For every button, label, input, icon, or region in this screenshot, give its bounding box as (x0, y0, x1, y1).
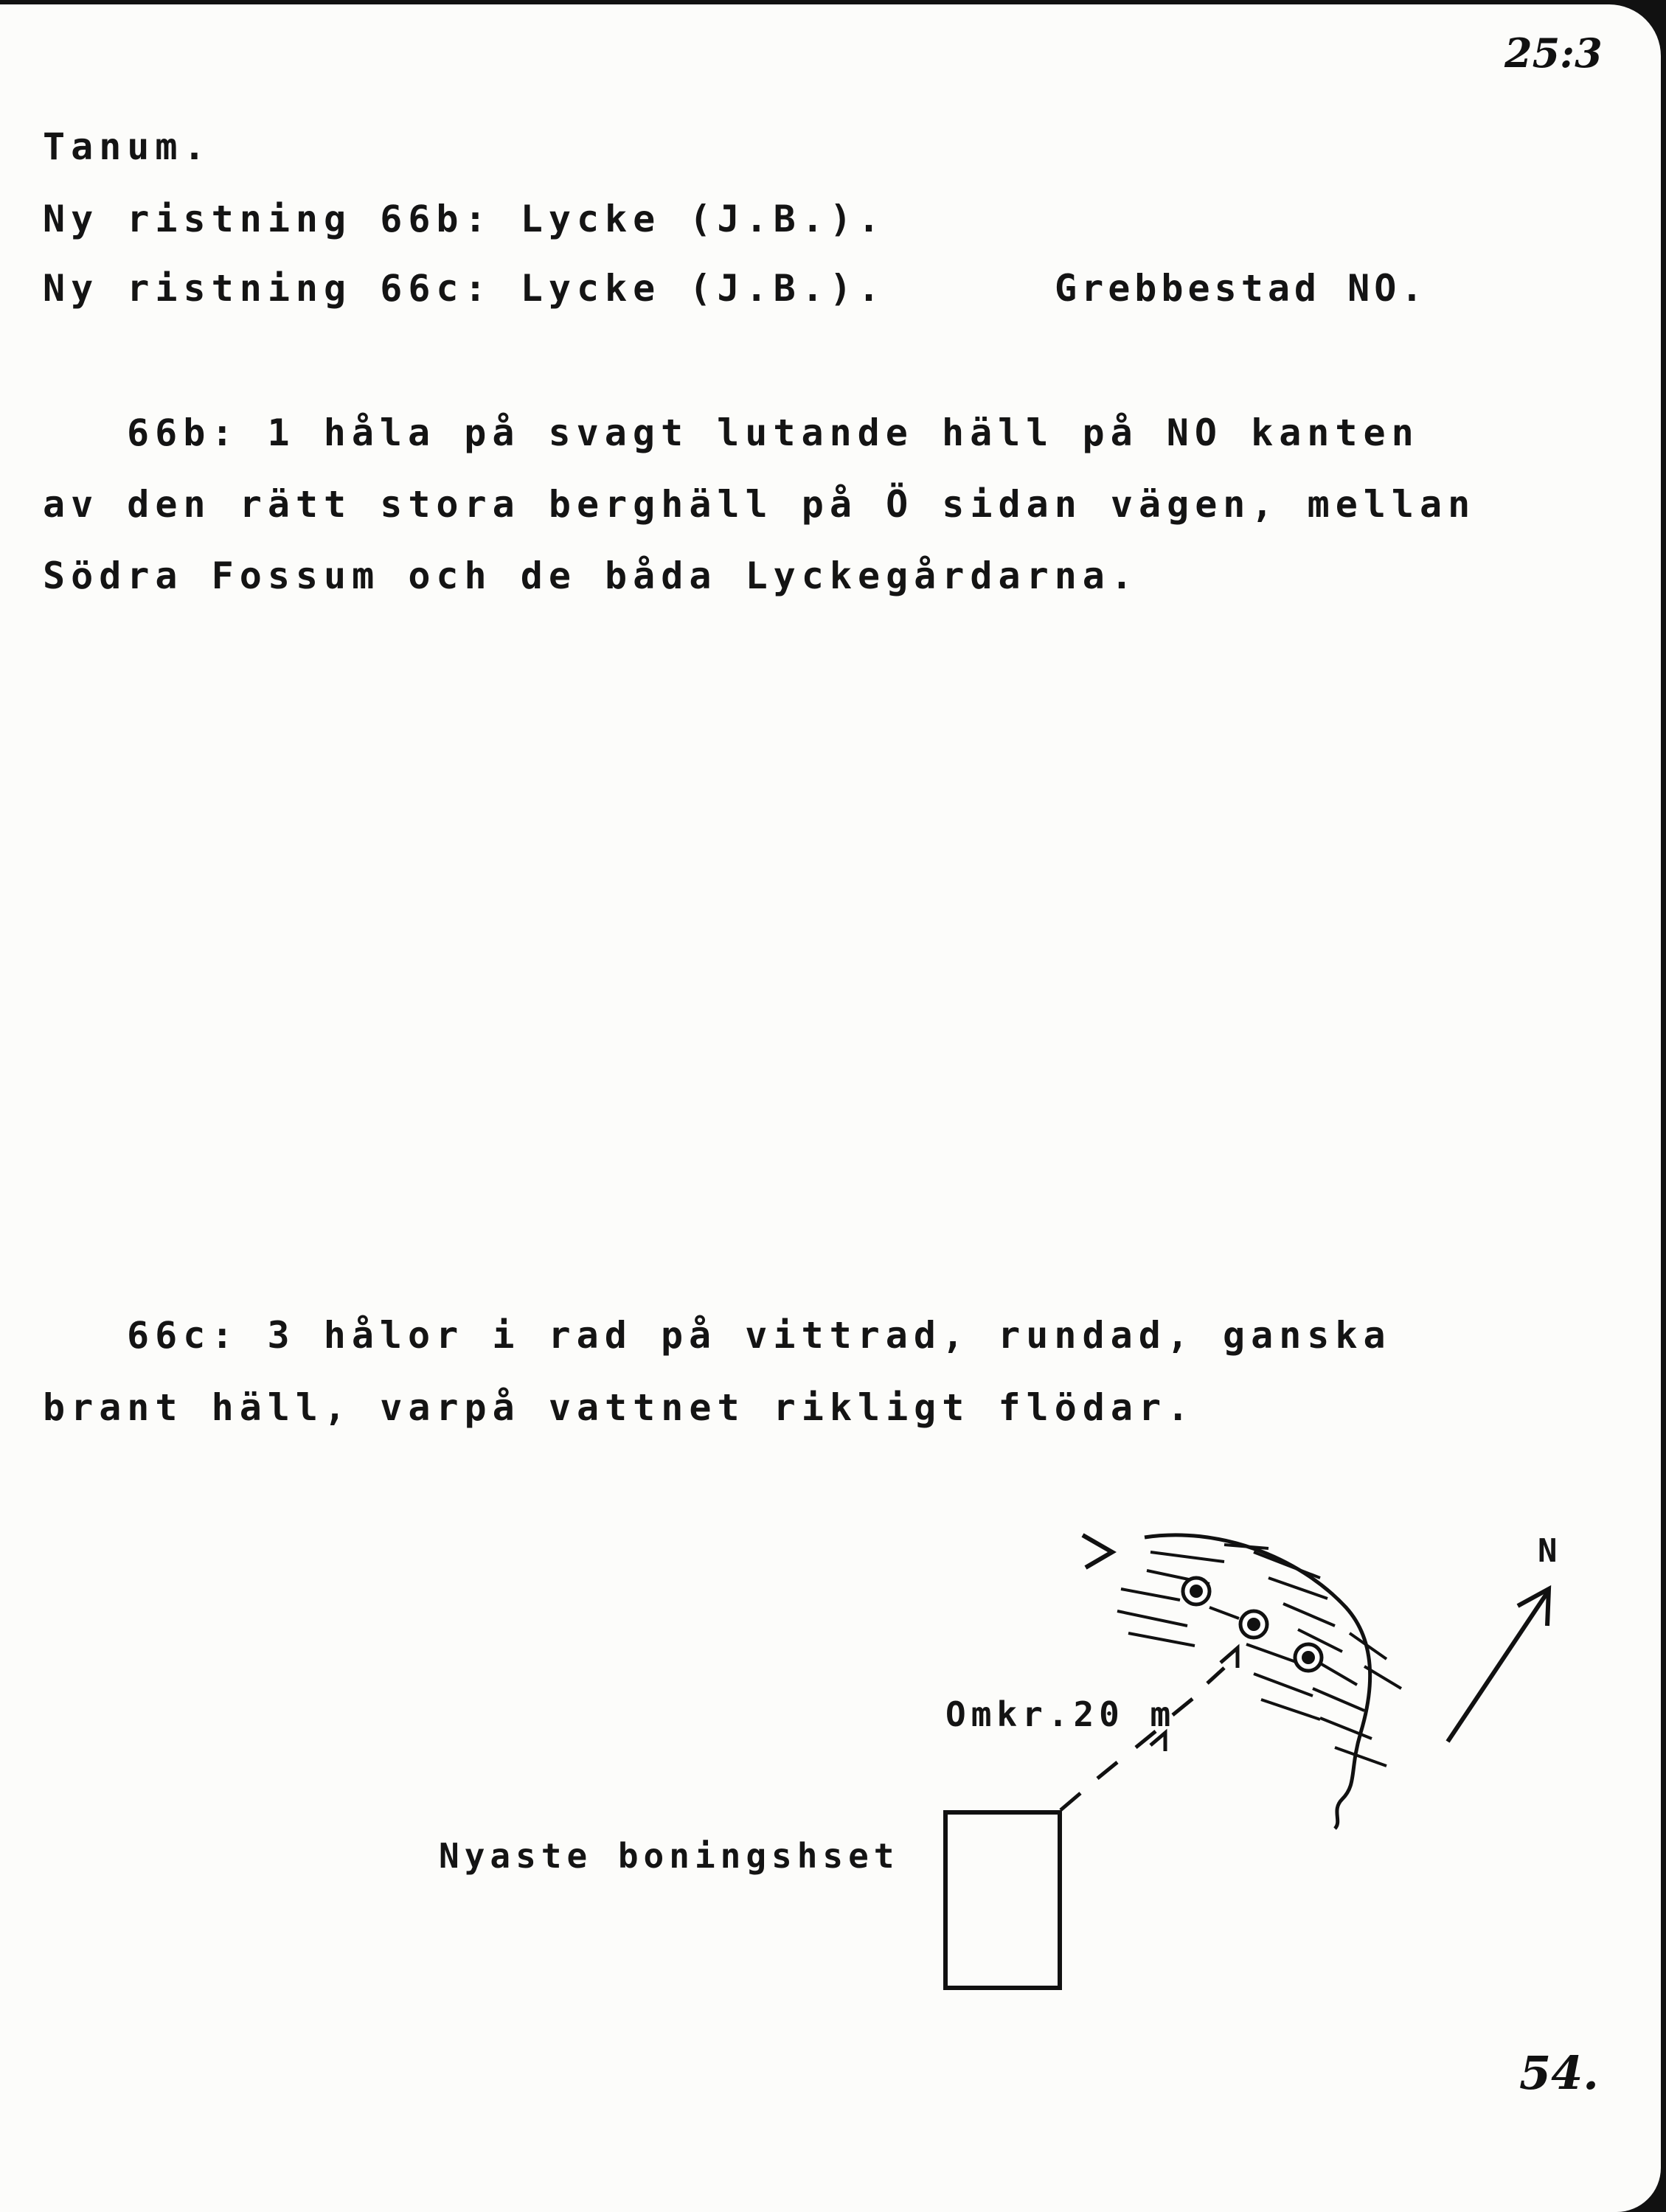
distance-label: Omkr.20 m (945, 1694, 1176, 1734)
description-66b-line-3: Södra Fossum och de båda Lyckegårdarna. (43, 554, 1139, 597)
card-number: 25:3 (1504, 29, 1603, 77)
house-outline (945, 1812, 1060, 1988)
page-number: 54. (1519, 2046, 1599, 2100)
north-label: N (1538, 1532, 1563, 1570)
description-66c-line-2: brant häll, varpå vattnet rikligt flödar. (43, 1386, 1195, 1429)
north-arrow-icon (1448, 1589, 1549, 1742)
house-label: Nyaste boningshset (439, 1836, 900, 1876)
entry-66b-heading: Ny ristning 66b: Lycke (J.B.). (43, 198, 886, 240)
rock-outcrop-outline (1145, 1535, 1370, 1829)
map-reference: Grebbestad NO. (1055, 267, 1428, 310)
description-66b-line-2: av den rätt stora berghäll på Ö sidan vägen, mellan (43, 483, 1476, 526)
parish-heading: Tanum. (43, 125, 212, 168)
dashed-path (1061, 1668, 1224, 1810)
description-66b-line-1: 66b: 1 håla på svagt lutande häll på NO kanten (127, 411, 1420, 454)
path-arrowhead-icon (1221, 1648, 1238, 1668)
entry-66c-heading: Ny ristning 66c: Lycke (J.B.). (43, 267, 886, 310)
pointer-arrow-icon (1083, 1535, 1112, 1568)
description-66c-line-1: 66c: 3 hålor i rad på vittrad, rundad, ganska (127, 1314, 1392, 1357)
